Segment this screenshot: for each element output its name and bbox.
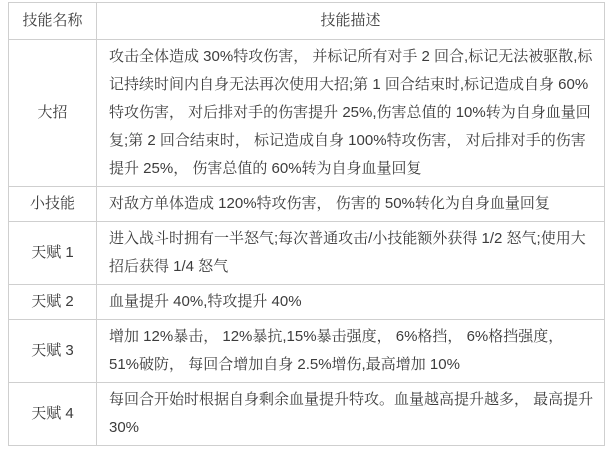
skill-name-cell: 天赋 2 — [9, 285, 97, 319]
skill-desc-cell: 进入战斗时拥有一半怒气;每次普通攻击/小技能额外获得 1/2 怒气;使用大招后获得 1/4 怒气 — [109, 230, 586, 275]
skill-name-cell: 小技能 — [9, 187, 97, 221]
skill-name-cell: 天赋 4 — [9, 383, 97, 445]
skill-desc-cell: 对敌方单体造成 120%特攻伤害， 伤害的 50%转化为自身血量回复 — [109, 195, 550, 212]
table-header-row — [9, 3, 604, 40]
table-row-talent-2 — [9, 285, 604, 320]
skill-name-cell: 大招 — [9, 40, 97, 186]
skill-table — [8, 2, 605, 446]
table-row-talent-3 — [9, 320, 604, 383]
table-row-minor-skill — [9, 187, 604, 222]
header-skill-name: 技能名称 — [9, 3, 97, 39]
skill-desc-cell: 每回合开始时根据自身剩余血量提升特攻。血量越高提升越多， 最高提升 30% — [109, 391, 594, 436]
table-row-ultimate — [9, 40, 604, 187]
skill-desc-cell: 血量提升 40%,特攻提升 40% — [109, 293, 302, 310]
table-row-talent-4 — [9, 383, 604, 445]
header-skill-desc: 技能描述 — [320, 12, 381, 29]
skill-desc-cell: 攻击全体造成 30%特攻伤害， 并标记所有对手 2 回合,标记无法被驱散,标记持续时间内自身无法再次使用大招;第 1 回合结束时,标记造成自身 60%特攻伤害， 对后排对手的伤害提升 25%,伤害总值的 10%转为自身血量回复;第 2 回合结束时， 标记造成自身 100%特攻伤害， 对后排对手的伤害提升 25%， 伤害总值的 60%转为自身血量回复 — [109, 48, 593, 177]
skill-name-cell: 天赋 3 — [9, 320, 97, 382]
table-row-talent-1 — [9, 222, 604, 285]
skill-name-cell: 天赋 1 — [9, 222, 97, 284]
skill-desc-cell: 增加 12%暴击， 12%暴抗,15%暴击强度， 6%格挡， 6%格挡强度， 51%破防， 每回合增加自身 2.5%增伤,最高增加 10% — [109, 328, 564, 373]
